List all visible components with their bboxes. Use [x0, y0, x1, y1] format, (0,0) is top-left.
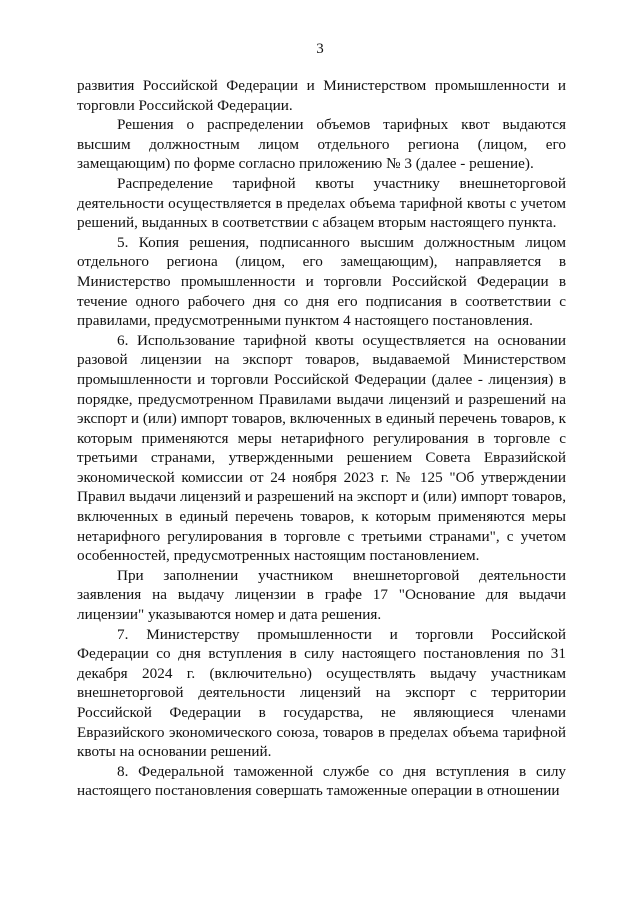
paragraph-item-6: 6. Использование тарифной квоты осуществляется на основании разовой лицензии на экспорт товаров, выдаваемой Министерством промышленности и торговли Российской Федерации (далее - лицензия) в порядке, предусмотренном Правилами выдачи лицензий и разрешений на экспорт и (или) импорт товаров, включенных в единый перечень товаров, к которым применяются меры нетарифного регулирования в торговле с третьими странами, утвержденными решением Совета Евразийской экономической комиссии от 24 ноября 2023 г. № 125 "Об утверждении Правил выдачи лицензий и разрешений на экспорт и (или) импорт товаров, включенных в единый перечень товаров, к которым применяются меры нетарифного регулирования в торговле с третьими странами", с учетом особенностей, предусмотренных настоящим постановлением.: [77, 331, 566, 565]
paragraph-quota-decisions: Решения о распределении объемов тарифных квот выдаются высшим должностным лицом отдельного региона (лицом, его замещающим) по форме согласно приложению № 3 (далее - решение).: [77, 116, 566, 173]
paragraph-item-8: 8. Федеральной таможенной службе со дня вступления в силу настоящего постановления совершать таможенные операции в отношении: [77, 762, 566, 800]
paragraph-license-application: При заполнении участником внешнеторговой деятельности заявления на выдачу лицензии в графе 17 "Основание для выдачи лицензии" указываются номер и дата решения.: [77, 566, 566, 624]
paragraph-continuation: развития Российской Федерации и Министерством промышленности и торговли Российской Федерации.: [77, 77, 566, 114]
document-body: [77, 76, 566, 801]
page-number: 3: [316, 41, 324, 57]
paragraph-item-7: 7. Министерству промышленности и торговли Российской Федерации со дня вступления в силу настоящего постановления по 31 декабря 2024 г. (включительно) осуществлять выдачу участникам внешнеторговой деятельности лицензий на экспорт с территории Российской Федерации в государства, не являющиеся членами Евразийского экономического союза, товаров в пределах объема тарифной квоты на основании решений.: [77, 625, 566, 761]
paragraph-item-5: 5. Копия решения, подписанного высшим должностным лицом отдельного региона (лицом, его замещающим), направляется в Министерство промышленности и торговли Российской Федерации в течение одного рабочего дня со дня его подписания в соответствии с правилами, предусмотренными пунктом 4 настоящего постановления.: [77, 233, 566, 330]
paragraph-quota-distribution: Распределение тарифной квоты участнику внешнеторговой деятельности осуществляется в пределах объема тарифной квоты с учетом решений, выданных в соответствии с абзацем вторым настоящего пункта.: [77, 174, 566, 232]
